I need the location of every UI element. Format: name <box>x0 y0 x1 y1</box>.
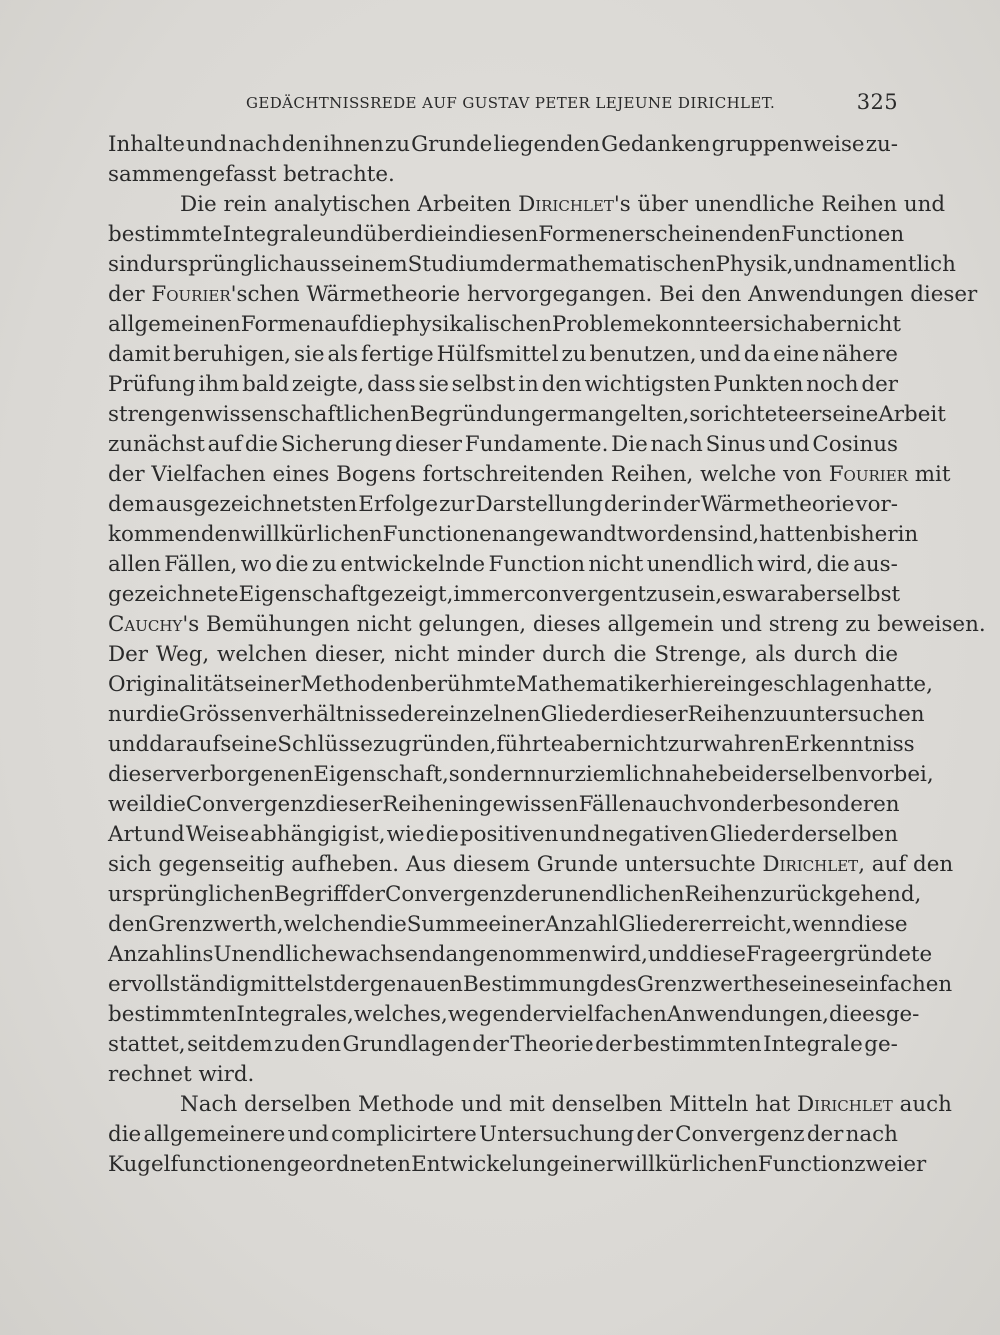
text-line-17: Cauchy's Bemühungen nicht gelungen, dieses allgemein und streng zu beweisen. <box>108 612 986 637</box>
text-line-21: und darauf seine Schlüsse zu gründen, führte aber nicht zur wahren Erkenntniss <box>108 732 915 757</box>
text-line-22: dieser verborgenen Eigenschaft, sondern nur ziemlich nahe bei derselben vorbei, <box>108 762 934 787</box>
text-line-1: Inhalte und nach den ihnen zu Grunde liegenden Gedanken gruppenweise zu- <box>108 132 898 157</box>
name-fourier: Fourier <box>151 282 231 307</box>
text-line-7: allgemeinen Formen auf die physikalischen Probleme konnte er sich aber nicht <box>108 312 901 337</box>
text-line-13: dem ausgezeichnetsten Erfolge zur Darstellung der in der Wärmetheorie vor- <box>108 492 898 517</box>
text-line-9: Prüfung ihm bald zeigte, dass sie selbst in den wichtigsten Punkten noch der <box>108 372 898 397</box>
text-line-10: strengen wissenschaftlichen Begründung ermangelten, so richtete er seine Arbeit <box>108 402 946 427</box>
text-line-33: Nach derselben Methode und mit denselben Mitteln hat Dirichlet auch <box>180 1092 952 1117</box>
text-line-15: allen Fällen, wo die zu entwickelnde Function nicht unendlich wird, die aus- <box>108 552 898 577</box>
page-header <box>108 90 898 116</box>
body-text <box>108 130 986 1180</box>
text-line-14: kommenden willkürlichen Functionen angewandt worden sind, hatten bisher in <box>108 522 919 547</box>
text-line-28: Anzahl ins Unendliche wachsend angenommen wird, und diese Frage ergründete <box>108 942 933 967</box>
text-line-20: nur die Grössenverhältnisse der einzelnen Glieder dieser Reihen zu untersuchen <box>108 702 925 727</box>
running-title: GEDÄCHTNISSREDE AUF GUSTAV PETER LEJEUNE DIRICHLET. <box>246 94 776 112</box>
text-line-18: Der Weg, welchen dieser, nicht minder durch die Strenge, als durch die <box>108 642 898 667</box>
name-dirichlet: Dirichlet <box>518 192 614 217</box>
text-line-23: weil die Convergenz dieser Reihen in gewissen Fällen auch von der besonderen <box>108 792 900 817</box>
name-dirichlet: Dirichlet <box>762 852 859 877</box>
page-number: 325 <box>856 90 898 114</box>
text-line-31: stattet, seitdem zu den Grundlagen der Theorie der bestimmten Integrale ge- <box>108 1032 898 1057</box>
text-line-19: Originalität seiner Methoden berühmte Mathematiker hier eingeschlagen hatte, <box>108 672 933 697</box>
text-line-29: er vollständig mittelst der genauen Bestimmung des Grenzwerthes eines einfachen <box>108 972 953 997</box>
text-line-34: die allgemeinere und complicirtere Untersuchung der Convergenz der nach <box>108 1122 898 1147</box>
text-line-2: sammengefasst betrachte. <box>108 162 395 187</box>
name-fourier: Fourier <box>828 462 908 487</box>
text-line-5: sind ursprünglich aus seinem Studium der mathematischen Physik, und namentlich <box>108 252 956 277</box>
text-line-4: bestimmte Integrale und über die in diesen Formen erscheinenden Functionen <box>108 222 905 247</box>
text-line-6: der Fourier'schen Wärmetheorie hervorgegangen. Bei den Anwendungen dieser <box>108 282 978 307</box>
text-line-26: ursprünglichen Begriff der Convergenz der unendlichen Reihen zurückgehend, <box>108 882 922 907</box>
name-cauchy: Cauchy <box>108 612 183 637</box>
text-line-25: sich gegenseitig aufheben. Aus diesem Grunde untersuchte Dirichlet, auf den <box>108 852 954 877</box>
text-line-24: Art und Weise abhängig ist, wie die positiven und negativen Glieder derselben <box>108 822 898 847</box>
text-line-32: rechnet wird. <box>108 1062 255 1087</box>
text-line-11: zunächst auf die Sicherung dieser Fundamente. Die nach Sinus und Cosinus <box>108 432 898 457</box>
text-line-12: der Vielfachen eines Bogens fortschreitenden Reihen, welche von Fourier mit <box>108 462 951 487</box>
text-line-3: Die rein analytischen Arbeiten Dirichlet's über unendliche Reihen und <box>180 192 946 217</box>
text-line-27: den Grenzwerth, welchen die Summe einer Anzahl Glieder erreicht, wenn diese <box>108 912 908 937</box>
text-line-30: bestimmten Integrales, welches, wegen der vielfachen Anwendungen, die es ge- <box>108 1002 920 1027</box>
text-line-8: damit beruhigen, sie als fertige Hülfsmittel zu benutzen, und da eine nähere <box>108 342 898 367</box>
name-dirichlet: Dirichlet <box>797 1092 893 1117</box>
text-line-16: gezeichnete Eigenschaft gezeigt, immer convergent zu sein, es war aber selbst <box>108 582 901 607</box>
text-line-35: Kugelfunctionen geordneten Entwickelung einer willkürlichen Function zweier <box>108 1152 927 1177</box>
